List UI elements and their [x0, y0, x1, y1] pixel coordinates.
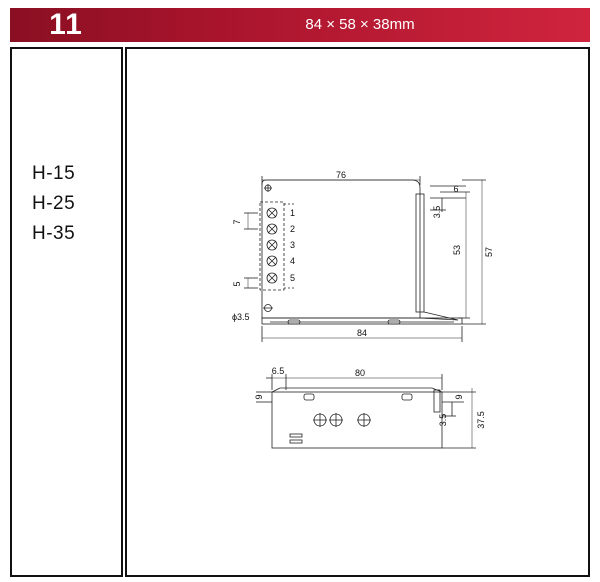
side-flange [434, 390, 440, 412]
pitch-5-label: 5 [232, 281, 242, 287]
dim-9-right-label: 9 [454, 394, 464, 400]
terminal-label: 5 [290, 273, 296, 283]
dim-37-5-label: 37.5 [476, 411, 486, 429]
dim-80-label: 80 [354, 368, 366, 378]
dim-53-label: 53 [452, 244, 462, 256]
dim-9-left-label: 9 [254, 394, 264, 400]
top-view-outline [262, 180, 420, 318]
dim-84-label: 84 [356, 328, 368, 338]
dim-76-label: 76 [335, 170, 347, 180]
dimensions-title: 84 × 58 × 38mm [305, 16, 415, 33]
dim-3-5-label: 3.5 [432, 205, 442, 219]
vent-slot [402, 394, 412, 400]
terminal-label: 2 [290, 224, 296, 234]
terminal-label: 1 [290, 208, 296, 218]
side-terminals [313, 413, 371, 427]
terminal-screws [267, 208, 277, 283]
page-number: 11 [49, 8, 83, 41]
dim-3-5-side-label: 3.5 [438, 413, 448, 427]
side-view [256, 374, 476, 448]
model-item: H-25 [32, 193, 76, 214]
top-view-labels [232, 170, 494, 338]
top-view [244, 176, 486, 342]
model-item: H-35 [32, 223, 76, 244]
dim-6-5-label: 6.5 [271, 366, 285, 376]
terminal-label: 4 [290, 256, 296, 266]
model-item: H-15 [32, 163, 76, 184]
dim-57-label: 57 [484, 246, 494, 258]
pitch-7-label: 7 [232, 219, 242, 225]
dim-6-label: 6 [453, 184, 459, 194]
terminal-label: 3 [290, 240, 296, 250]
hole-dia-label: ϕ3.5 [232, 312, 250, 322]
terminal-block [260, 202, 284, 290]
vent-slot [304, 394, 314, 400]
